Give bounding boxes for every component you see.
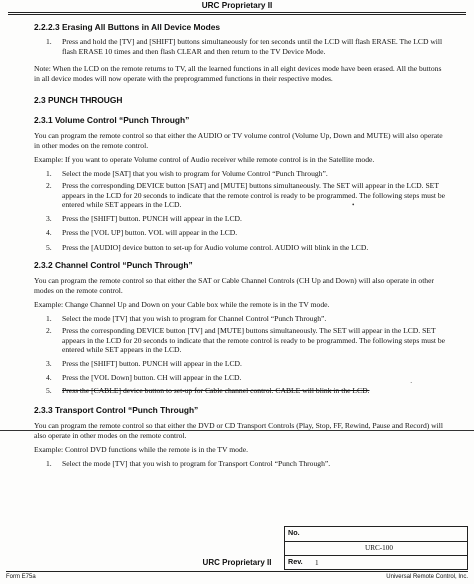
channel-steps [34, 314, 446, 396]
step-number: 2. [46, 181, 52, 190]
step-number: 4. [46, 373, 52, 382]
note-paragraph: Note: When the LCD on the remote returns to TV, all the learned functions in all eight devices mode have been erased. All the buttons in all device modes will now operate with the preprogrammed functions in their respective modes. [34, 64, 442, 83]
section-heading-2-3-2: 2.3.2 Channel Control “Punch Through” [34, 260, 193, 270]
intro-paragraph: You can program the remote control so that either the SAT or Cable Channel Controls (CH Up and Down) will also operate in other modes on the remote control. [34, 276, 434, 295]
header-rule [8, 12, 466, 13]
list-item [34, 214, 446, 224]
list-item [34, 243, 446, 253]
page-fold-line [0, 430, 474, 431]
list-item [34, 169, 446, 179]
step-text: Press the [VOL UP] button. VOL will appear in the LCD. [62, 228, 238, 237]
step-text: Press the [CABLE] device button to set-up for Cable channel control. CABLE will blink in the LCD. [62, 385, 370, 395]
step-number: 3. [46, 213, 52, 223]
example-paragraph: Example: Change Channel Up and Down on your Cable box while the remote is in the TV mode. [34, 300, 330, 309]
step-text: Select the mode [TV] that you wish to program for Transport Control “Punch Through”. [62, 458, 331, 468]
step-number: 1. [46, 458, 52, 468]
step-number: 2. [46, 326, 52, 335]
stray-mark: · [410, 379, 413, 387]
step-number: 5. [46, 385, 52, 395]
header-title: URC Proprietary II [201, 1, 273, 10]
step-text: Press the [AUDIO] device button to set-up for Audio volume control. AUDIO will blink in the LCD. [62, 242, 369, 252]
erase-steps [34, 37, 446, 56]
step-number: 1. [46, 168, 52, 178]
step-text: Press the corresponding DEVICE button [SAT] and [MUTE] buttons simultaneously. The SET will appear in the LCD. SET appears in the LCD for 20 seconds to indicate that the remote control is ready to be programmed. The following steps must be entered while SET appears in the LCD. [62, 181, 446, 209]
section-heading-2-2-2-3: 2.2.2.3 Erasing All Buttons in All Device Modes [34, 22, 221, 32]
step-number: 1. [46, 37, 52, 46]
form-id: Form E75a [6, 574, 36, 580]
list-item [34, 359, 446, 369]
number-label: No. [288, 528, 300, 537]
intro-paragraph: You can program the remote control so that either the AUDIO or TV volume control (Volume Up, Down and MUTE) will also operate in other modes on the remote control. [34, 131, 443, 150]
example-paragraph: Example: If you want to operate Volume control of Audio receiver while remote control is in the Satellite mode. [34, 155, 375, 164]
volume-steps [34, 169, 446, 253]
list-item [34, 459, 446, 469]
list-item [34, 326, 446, 355]
step-number: 3. [46, 358, 52, 368]
step-text: Select the mode [TV] that you wish to program for Channel Control “Punch Through”. [62, 313, 327, 323]
stray-mark: • [352, 201, 355, 209]
intro-paragraph: You can program the remote control so that either the DVD or CD Transport Controls (Play, Stop, FF, Rewind, Pause and Record) will also operate in other modes on the remote control. [34, 421, 443, 440]
step-text: Press the [SHIFT] button. PUNCH will appear in the LCD. [62, 358, 242, 368]
company-name: Universal Remote Control, Inc. [386, 574, 468, 580]
list-item [34, 181, 446, 210]
list-item [34, 228, 446, 238]
example-paragraph: Example: Control DVD functions while the remote is in the TV mode. [34, 445, 248, 454]
document-body [34, 22, 446, 468]
section-heading-2-3: 2.3 PUNCH THROUGH [34, 95, 123, 105]
footer-rule [6, 571, 468, 572]
revision-label: Rev. [288, 557, 303, 566]
list-item [34, 314, 446, 324]
title-block-row-number [285, 527, 467, 542]
revision-value: 1 [315, 559, 319, 567]
list-item [34, 386, 446, 396]
step-number: 1. [46, 313, 52, 323]
step-text: Press the [SHIFT] button. PUNCH will appear in the LCD. [62, 213, 242, 223]
section-heading-2-3-1: 2.3.1 Volume Control “Punch Through” [34, 115, 190, 125]
step-number: 4. [46, 228, 52, 237]
header-rule-double [8, 14, 466, 15]
document-number: URC-100 [365, 544, 393, 552]
list-item [34, 373, 446, 383]
footer-title: URC Proprietary II [202, 558, 272, 567]
section-heading-2-3-3: 2.3.3 Transport Control “Punch Through” [34, 405, 199, 415]
step-text: Select the mode [SAT] that you wish to program for Volume Control “Punch Through”. [62, 168, 328, 178]
transport-steps [34, 459, 446, 469]
step-number: 5. [46, 242, 52, 252]
list-item [34, 37, 446, 56]
step-text: Press the corresponding DEVICE button [TV] and [MUTE] buttons simultaneously. The SET will appear in the LCD. SET appears in the LCD for 20 seconds to indicate that the remote control is ready to be programmed. The following steps must be entered while SET appears in the LCD. [62, 326, 446, 354]
step-text: Press the [VOL Down] button. CH will appear in the LCD. [62, 373, 242, 382]
step-text: Press and hold the [TV] and [SHIFT] buttons simultaneously for ten seconds until the LCD will flash ERASE. The LCD will flash ERASE 10 times and then flash CLEAR and then return to the TV Device Mode. [62, 37, 443, 56]
